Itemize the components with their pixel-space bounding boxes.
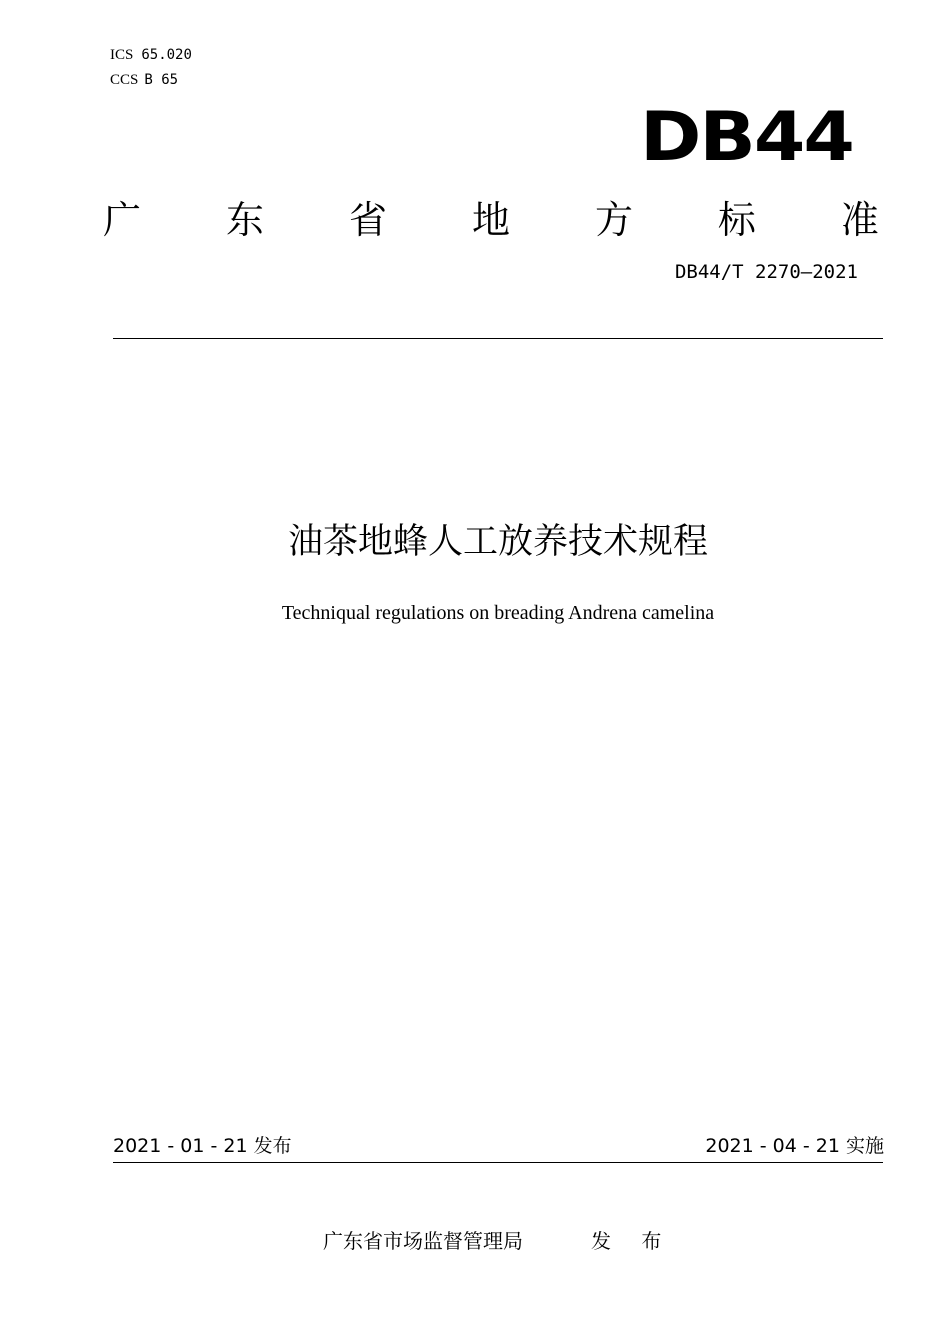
ccs-code-line — [110, 71, 178, 89]
standard-type-char: 地 — [471, 198, 510, 242]
standard-type-char: 标 — [717, 198, 756, 242]
bottom-divider — [113, 1162, 883, 1163]
document-title-en: Techniqual regulations on breading Andrena camelina — [281, 602, 715, 624]
standard-type-char: 省 — [348, 198, 387, 242]
ics-code-line — [110, 46, 192, 64]
document-title-cn: 油茶地蜂人工放养技术规程 — [287, 522, 708, 562]
publisher: 广东省市场监督管理局 — [323, 1229, 523, 1253]
ics-code: 65.020 — [141, 47, 192, 63]
ics-label: ICS — [110, 47, 134, 63]
standard-type-char: 准 — [840, 198, 879, 242]
issue-date: 2021 - 01 - 21 发布 — [113, 1135, 292, 1157]
standard-type-char: 广 — [103, 198, 142, 242]
standard-number: DB44/T 2270—2021 — [674, 261, 858, 283]
standard-type-char: 东 — [225, 198, 264, 242]
standard-mark: DB44 — [640, 97, 853, 177]
ccs-code: B 65 — [144, 72, 179, 88]
standard-type-title — [103, 195, 879, 245]
ccs-label: CCS — [110, 72, 139, 88]
standard-type-char: 方 — [594, 198, 633, 242]
publish-label: 发 布 — [591, 1229, 674, 1253]
top-divider — [113, 338, 883, 339]
implement-date: 2021 - 04 - 21 实施 — [705, 1135, 884, 1157]
